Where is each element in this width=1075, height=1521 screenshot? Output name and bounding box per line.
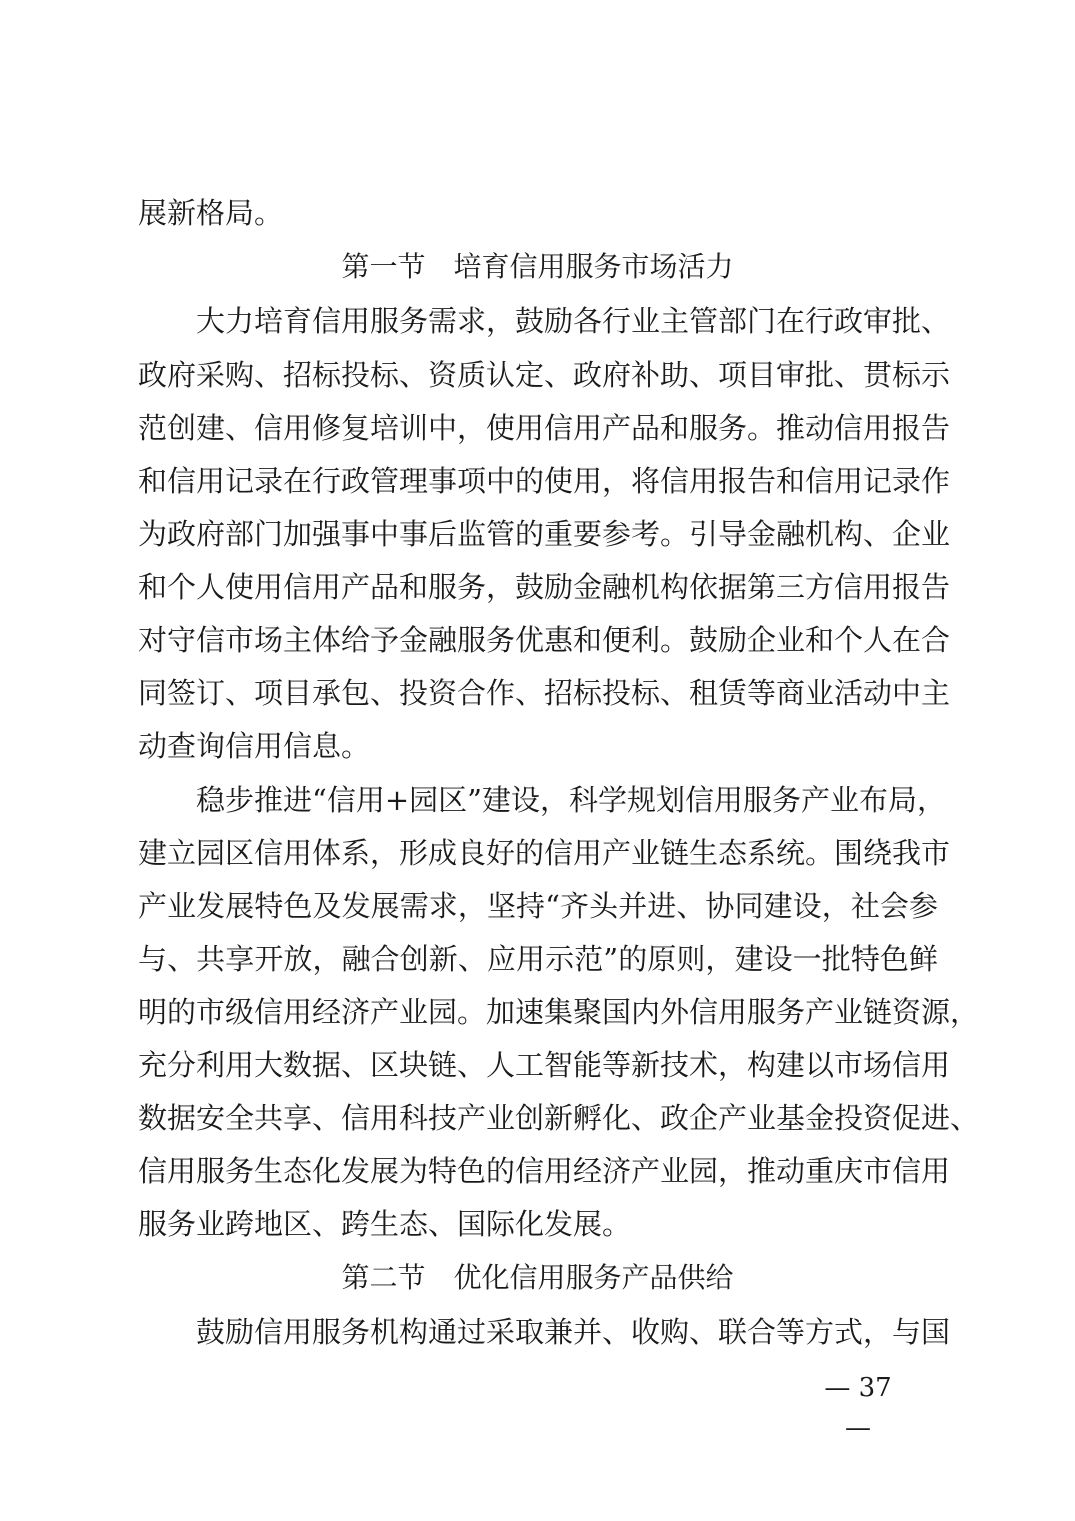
paragraph-line: 充分利用大数据、区块链、人工智能等新技术，构建以市场信用 (138, 1048, 951, 1082)
paragraph-line: 范创建、信用修复培训中，使用信用产品和服务。推动信用报告 (138, 411, 951, 445)
page-number: — 37 — (824, 1373, 892, 1443)
paragraph-line: 稳步推进“信用+园区”建设，科学规划信用服务产业布局， (196, 783, 946, 817)
section-heading-2: 第二节 优化信用服务产品供给 (341, 1261, 734, 1294)
paragraph-line: 为政府部门加强事中事后监管的重要参考。引导金融机构、企业 (138, 517, 951, 551)
paragraph-line: 建立园区信用体系，形成良好的信用产业链生态系统。围绕我市 (138, 836, 951, 870)
paragraph-line: 数据安全共享、信用科技产业创新孵化、政企产业基金投资促进、 (138, 1101, 980, 1135)
paragraph-line: 大力培育信用服务需求，鼓励各行业主管部门在行政审批、 (196, 304, 951, 338)
paragraph-line: 服务业跨地区、跨生态、国际化发展。 (138, 1207, 632, 1241)
paragraph-line: 产业发展特色及发展需求，坚持“齐头并进、协同建设，社会参 (138, 889, 938, 923)
paragraph-line: 同签订、项目承包、投资合作、招标投标、租赁等商业活动中主 (138, 676, 951, 710)
paragraph-line: 和信用记录在行政管理事项中的使用，将信用报告和信用记录作 (138, 464, 951, 498)
paragraph-line: 动查询信用信息。 (138, 729, 371, 763)
paragraph-line: 展新格局。 (138, 196, 284, 230)
paragraph-line: 与、共享开放，融合创新、应用示范”的原则，建设一批特色鲜 (138, 942, 938, 976)
section-heading-1: 第一节 培育信用服务市场活力 (341, 250, 734, 283)
paragraph-line: 信用服务生态化发展为特色的信用经济产业园，推动重庆市信用 (138, 1154, 951, 1188)
paragraph-line: 鼓励信用服务机构通过采取兼并、收购、联合等方式，与国 (196, 1315, 951, 1349)
paragraph-line: 明的市级信用经济产业园。加速集聚国内外信用服务产业链资源， (138, 995, 980, 1029)
paragraph-line: 政府采购、招标投标、资质认定、政府补助、项目审批、贯标示 (138, 358, 951, 392)
page-number-row (0, 1368, 1075, 1443)
paragraph-line: 和个人使用信用产品和服务，鼓励金融机构依据第三方信用报告 (138, 570, 951, 604)
paragraph-line: 对守信市场主体给予金融服务优惠和便利。鼓励企业和个人在合 (138, 623, 951, 657)
